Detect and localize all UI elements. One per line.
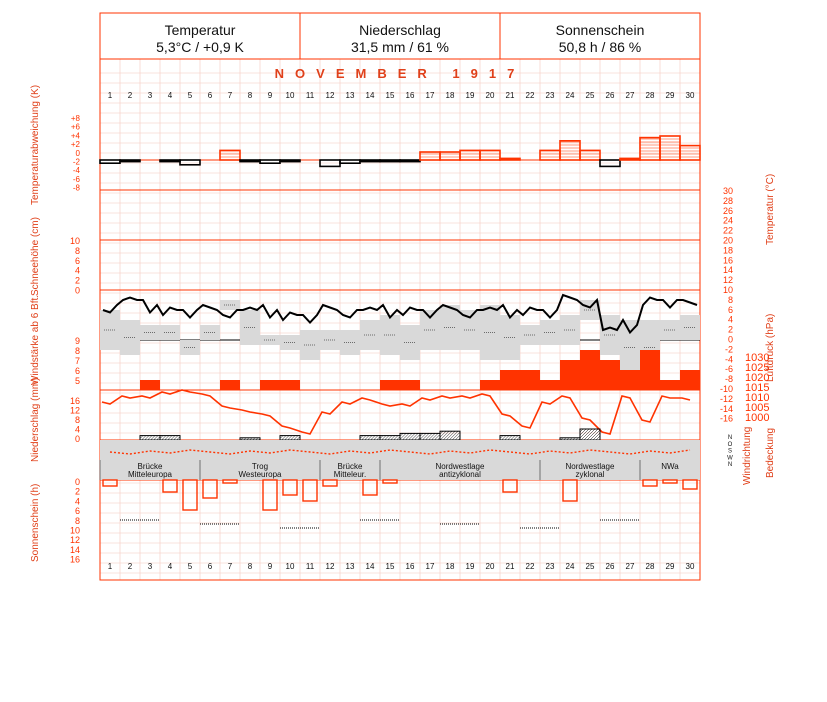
precipitation-hatch [297, 437, 300, 440]
temperature-tick: 16 [722, 255, 733, 266]
day-label-top: 11 [305, 91, 315, 100]
day-label-top: 27 [625, 91, 635, 100]
sunshine-bar [663, 480, 677, 483]
temperature-tick: 12 [722, 275, 733, 286]
day-label-top: 13 [345, 91, 355, 100]
wind-tick: 8 [74, 346, 80, 356]
temperature-tick: 0 [727, 334, 733, 345]
day-label-bottom: 12 [325, 562, 335, 571]
day-label-bottom: 14 [365, 562, 375, 571]
temperature-anomaly-tick: +2 [70, 140, 80, 150]
temperature-tick: 10 [722, 285, 733, 295]
temperature-tick: 14 [722, 265, 733, 276]
day-label-bottom: 23 [545, 562, 555, 571]
sunshine-tick: 10 [69, 525, 80, 536]
sunshine-bar [163, 480, 177, 492]
day-label-top: 20 [485, 91, 495, 100]
pressure-tick: 1015 [745, 382, 770, 394]
precipitation-hatch [581, 429, 592, 440]
weather-type-label: antizyklonal [439, 470, 481, 479]
temperature-summary-value: 5,3°C / +0,9 K [156, 39, 244, 55]
temperature-anomaly-bar [500, 158, 520, 160]
day-label-top: 2 [127, 91, 133, 100]
wind-bar [480, 380, 500, 390]
precipitation-hatch [455, 435, 460, 440]
temperature-tick: 20 [722, 235, 733, 246]
sunshine-tick: 8 [74, 515, 80, 526]
sunshine-summary-title: Sonnenschein [555, 22, 645, 38]
precipitation-hatch [590, 430, 600, 440]
pressure-tick: 1000 [745, 412, 770, 424]
day-label-top: 7 [227, 91, 233, 100]
wind-bar [280, 380, 300, 390]
precipitation-tick: 12 [69, 405, 80, 416]
temperature-anomaly-tick: +6 [70, 122, 80, 132]
day-label-top: 16 [405, 91, 415, 100]
temperature-tick: -14 [719, 403, 733, 414]
pressure-tick: 1030 [745, 352, 770, 364]
temperature-tick: -10 [719, 384, 733, 394]
wind-bar [680, 370, 700, 390]
temperature-tick: -12 [719, 393, 733, 404]
precipitation-tick: 16 [69, 396, 80, 406]
day-label-bottom: 2 [127, 562, 133, 571]
day-label-bottom: 18 [445, 562, 455, 571]
day-label-top: 22 [525, 91, 535, 100]
day-label-bottom: 24 [565, 562, 575, 571]
temperature-tick: 8 [727, 294, 733, 305]
wind-bar [600, 360, 620, 390]
wind-direction-tick: W [727, 455, 733, 462]
wind-direction-tick: N [727, 462, 733, 469]
day-label-top: 19 [465, 91, 475, 100]
day-label-top: 23 [545, 91, 555, 100]
temperature-anomaly-bar [240, 160, 260, 162]
temperature-anomaly-tick: -4 [72, 166, 80, 176]
temperature-anomaly-tick: -8 [72, 183, 80, 193]
sunshine-bar [383, 480, 397, 483]
day-label-top: 1 [107, 91, 113, 100]
day-label-top: 4 [167, 91, 173, 100]
snow-tick: 10 [69, 236, 80, 246]
sunshine-tick: 12 [69, 535, 80, 546]
precipitation-hatch [402, 433, 409, 440]
precipitation-tick: 0 [74, 434, 80, 444]
temperature-anomaly-tick: -2 [72, 157, 80, 167]
wind-bar [560, 360, 580, 390]
precipitation-summary-title: Niederschlag [359, 22, 441, 38]
temperature-anomaly-bar [460, 150, 480, 160]
pressure-tick: 1025 [745, 362, 770, 374]
day-label-bottom: 27 [625, 562, 635, 571]
precipitation-tick: 8 [74, 415, 80, 425]
day-label-top: 26 [605, 91, 615, 100]
day-label-bottom: 4 [167, 562, 173, 571]
day-label-bottom: 17 [425, 562, 435, 571]
weather-type-label: Westeuropa [238, 470, 282, 479]
sunshine-tick: 16 [69, 554, 80, 565]
wind-tick: 6 [74, 366, 80, 376]
pressure-tick: 1010 [745, 392, 770, 404]
wind-bar [140, 380, 160, 390]
wind-bar [400, 380, 420, 390]
temperature-anomaly-tick: -6 [72, 174, 80, 184]
temperature-tick: -8 [724, 374, 733, 385]
sunshine-summary-value: 50,8 h / 86 % [558, 39, 642, 55]
temperature-anomaly-tick: +4 [70, 131, 80, 141]
temperature-anomaly-bar [280, 160, 300, 162]
temperature-tick: 18 [722, 245, 733, 256]
wind-tick: 7 [74, 356, 80, 366]
temperature-anomaly-bar [380, 160, 400, 162]
weather-type-label: Mitteleur. [333, 470, 367, 479]
precipitation-hatch [420, 433, 426, 439]
precipitation-hatch [397, 437, 400, 440]
temperature-anomaly-bar [120, 160, 140, 162]
weather-type-label: Mitteleuropa [127, 470, 173, 479]
temperature-tick: 28 [722, 195, 733, 206]
day-label-bottom: 30 [685, 562, 695, 571]
sunshine-summary [500, 13, 700, 59]
day-label-bottom: 19 [465, 562, 475, 571]
weather-type-label: zyklonal [575, 470, 605, 479]
day-label-bottom: 5 [187, 562, 193, 571]
weather-type-label: Nordwestlage [435, 462, 485, 471]
temperature-anomaly-bar [580, 150, 600, 160]
temperature-anomaly-bar [480, 150, 500, 160]
precipitation-hatch [440, 431, 446, 437]
wind-tick: 5 [74, 376, 80, 386]
precipitation-hatch [584, 429, 595, 440]
precipitation-hatch [425, 433, 432, 440]
temperature-anomaly-bar [180, 160, 200, 165]
sunshine-bar [223, 480, 237, 483]
wind-bar [520, 370, 540, 390]
precipitation-axis-label: Niederschlag (mm) [30, 377, 41, 462]
precipitation-hatch [428, 433, 435, 440]
day-label-bottom: 1 [107, 562, 113, 571]
day-label-top: 3 [147, 91, 153, 100]
precipitation-summary [300, 13, 500, 59]
wind-bar [580, 350, 600, 390]
day-label-bottom: 11 [305, 562, 315, 571]
precipitation-hatch [434, 434, 440, 440]
temperature-axis-label: Temperatur (°C) [765, 173, 776, 245]
sunshine-bar [263, 480, 277, 510]
day-label-top: 28 [645, 91, 655, 100]
weather-type-label: Trog [251, 462, 269, 471]
day-label-top: 9 [267, 91, 273, 100]
sunshine-tick: 14 [69, 544, 80, 555]
wind-bar [260, 380, 280, 390]
sunshine-axis-label: Sonnenschein (h) [30, 483, 41, 562]
day-label-bottom: 28 [645, 562, 655, 571]
sunshine-tick: 2 [74, 486, 80, 497]
temperature-anomaly-bar [640, 138, 660, 160]
wind-direction-tick: S [727, 448, 733, 455]
wind-bar [380, 380, 400, 390]
weather-type-label: Brücke [137, 462, 163, 471]
day-label-top: 6 [207, 91, 213, 100]
pressure-tick: 1005 [745, 402, 770, 414]
temperature-tick: -4 [724, 354, 733, 365]
temperature-tick: 2 [727, 324, 733, 335]
precipitation-hatch [593, 433, 600, 440]
pressure-tick: 1020 [745, 372, 770, 384]
temperature-anomaly-bar [340, 160, 360, 163]
temperature-summary-title: Temperatur [164, 22, 236, 38]
day-label-top: 17 [425, 91, 435, 100]
sunshine-bar [503, 480, 517, 492]
day-label-bottom: 16 [405, 562, 415, 571]
sunshine-tick: 4 [74, 496, 80, 507]
wind-tick: 9 [74, 336, 80, 346]
day-label-top: 24 [565, 91, 575, 100]
temperature-tick: 6 [727, 304, 733, 315]
temperature-anomaly-tick: 0 [75, 148, 80, 158]
wind-axis-label: Windstärke ab 6 Bft. [30, 294, 41, 385]
wind-direction-axis-label: Windrichtung [742, 426, 753, 485]
snow-tick: 4 [74, 265, 80, 276]
wind-bar [500, 370, 520, 390]
day-label-bottom: 21 [505, 562, 515, 571]
snow-tick: 6 [74, 255, 80, 266]
weather-type-label: Nordwestlage [565, 462, 615, 471]
day-label-bottom: 15 [385, 562, 395, 571]
day-label-top: 8 [247, 91, 253, 100]
temperature-anomaly-bar [540, 150, 560, 160]
day-label-bottom: 13 [345, 562, 355, 571]
sunshine-bar [183, 480, 197, 510]
sunshine-tick: 6 [74, 506, 80, 517]
temperature-anomaly-bar [360, 160, 380, 162]
day-label-top: 21 [505, 91, 515, 100]
precipitation-hatch [377, 437, 380, 440]
day-label-top: 15 [385, 91, 395, 100]
day-label-bottom: 8 [247, 562, 253, 571]
precipitation-tick: 4 [74, 424, 80, 435]
day-label-top: 30 [685, 91, 695, 100]
temperature-tick: 24 [722, 215, 733, 226]
precipitation-hatch [177, 437, 180, 440]
day-label-top: 18 [445, 91, 455, 100]
wind-direction-tick: N [727, 435, 733, 441]
day-label-top: 12 [325, 91, 335, 100]
day-label-bottom: 25 [585, 562, 595, 571]
snow-tick: 2 [74, 275, 80, 286]
sunshine-bar [683, 480, 697, 489]
precipitation-hatch [408, 433, 415, 440]
temperature-tick: -2 [724, 344, 733, 355]
temperature-summary [100, 13, 300, 59]
precipitation-hatch [157, 437, 160, 440]
day-label-bottom: 9 [267, 562, 273, 571]
day-label-top: 29 [665, 91, 675, 100]
temperature-tick: 22 [722, 225, 733, 236]
precipitation-hatch [405, 433, 412, 440]
precipitation-hatch [587, 429, 598, 440]
temperature-anomaly-bar [100, 160, 120, 163]
day-label-top: 10 [285, 91, 295, 100]
day-label-bottom: 29 [665, 562, 675, 571]
temperature-anomaly-tick: +8 [70, 114, 80, 123]
temperature-anomaly-axis-label: Temperaturabweichung (K) [30, 84, 41, 205]
wind-bar [540, 380, 560, 390]
temperature-anomaly-bar [620, 158, 640, 160]
day-label-bottom: 7 [227, 562, 233, 571]
temperature-tick: -6 [724, 364, 733, 375]
temperature-tick: 4 [727, 314, 733, 325]
day-label-bottom: 26 [605, 562, 615, 571]
pressure-axis-label: Luftdruck (hPa) [765, 313, 776, 382]
precipitation-hatch [422, 433, 429, 440]
snow-tick: 8 [74, 245, 80, 256]
wind-bar [660, 380, 680, 390]
day-label-bottom: 6 [207, 562, 213, 571]
snow-tick: 0 [74, 285, 80, 296]
cloud-axis-label: Bedeckung [765, 427, 776, 478]
temperature-anomaly-bar [160, 160, 180, 162]
weather-type-label: Brücke [337, 462, 363, 471]
day-label-bottom: 10 [285, 562, 295, 571]
wind-bar [640, 350, 660, 390]
precipitation-hatch [400, 433, 406, 439]
wind-bar [620, 370, 640, 390]
precipitation-hatch [431, 433, 438, 440]
temperature-tick: 30 [722, 186, 733, 196]
day-label-top: 14 [365, 91, 375, 100]
day-label-top: 5 [187, 91, 193, 100]
day-label-bottom: 20 [485, 562, 495, 571]
temperature-anomaly-bar [260, 160, 280, 163]
precipitation-hatch [414, 434, 420, 440]
temperature-anomaly-bar [400, 160, 420, 162]
wind-bar [220, 380, 240, 390]
precipitation-hatch [517, 437, 520, 440]
sunshine-tick: 0 [74, 477, 80, 487]
day-label-bottom: 3 [147, 562, 153, 571]
precipitation-summary-value: 31,5 mm / 61 % [350, 39, 450, 55]
day-label-top: 25 [585, 91, 595, 100]
day-label-bottom: 22 [525, 562, 535, 571]
pressure-line [102, 390, 690, 434]
temperature-anomaly-bar [220, 150, 240, 160]
wind-direction-tick: O [727, 441, 733, 448]
precipitation-hatch [580, 429, 586, 435]
snow-axis-label: Schneehöhe (cm) [30, 217, 41, 296]
month-title: NOVEMBER 1917 [274, 66, 526, 81]
temperature-tick: -16 [719, 413, 733, 424]
temperature-tick: 26 [722, 205, 733, 216]
weather-type-label: NWa [661, 462, 679, 471]
precipitation-hatch [411, 433, 418, 440]
